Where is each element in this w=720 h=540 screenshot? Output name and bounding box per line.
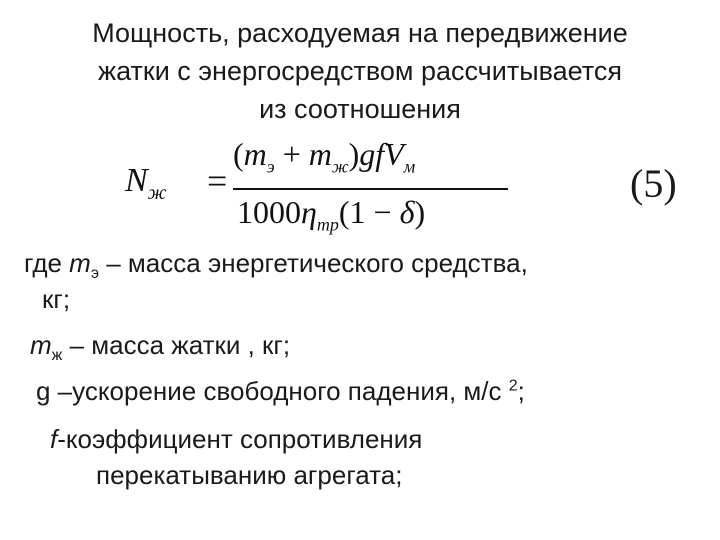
subscript-m: м [403, 156, 416, 177]
symbol-N: N [125, 162, 148, 199]
symbol-m: m [69, 248, 91, 278]
definition-f [50, 424, 422, 455]
definition-text-2: – масса жатки , кг; [62, 330, 291, 360]
semicolon: ; [517, 376, 525, 406]
subscript-tr: тр [316, 214, 339, 235]
slide-title [0, 14, 720, 128]
subscript-e: э [266, 156, 275, 177]
paren-open: ( [233, 136, 244, 172]
paren-close: ) [348, 136, 360, 172]
plus-sign: + [274, 136, 309, 172]
superscript-2: 2 [508, 377, 518, 395]
definition-m-e [24, 248, 528, 283]
title-line-1: Мощность, расходуемая на передвижение [92, 18, 628, 48]
formula-numerator [233, 136, 415, 177]
one-minus: (1 − [338, 194, 400, 230]
subscript-zh: ж [147, 181, 167, 204]
symbol-m-e: m [243, 136, 267, 172]
symbol-f: f [50, 424, 58, 454]
definition-m-e-unit: кг; [42, 284, 71, 314]
definition-f-cont: перекатыванию агрегата; [96, 460, 403, 490]
symbol-m-zh: m [308, 136, 332, 172]
definition-text-3: g –ускорение свободного падения, м/с [36, 376, 509, 406]
where-word: где [24, 248, 70, 278]
definition-g [36, 376, 525, 407]
title-line-3: из соотношения [259, 94, 461, 124]
symbol-m-2: m [30, 330, 52, 360]
definition-text-4: -коэффициент сопротивления [57, 424, 423, 454]
definition-m-zh [30, 330, 290, 365]
title-line-2: жатки с энергосредством рассчитывается [98, 56, 622, 86]
fraction-bar [233, 188, 508, 190]
equals-sign: = [207, 161, 228, 201]
equation-number: (5) [630, 161, 677, 206]
definition-text: – масса энергетического средства, [99, 248, 528, 278]
paren-close-2: ) [414, 194, 426, 230]
symbol-gfV: gfV [359, 136, 404, 172]
symbol-eta: η [301, 194, 317, 230]
constant-1000: 1000 [237, 194, 301, 230]
subscript-zh-def: ж [51, 347, 63, 365]
formula-denominator [237, 194, 425, 235]
formula-lhs [125, 162, 166, 205]
symbol-delta: δ [399, 194, 415, 230]
subscript-zh-2: ж [331, 156, 349, 177]
subscript-e-def: э [90, 265, 100, 283]
